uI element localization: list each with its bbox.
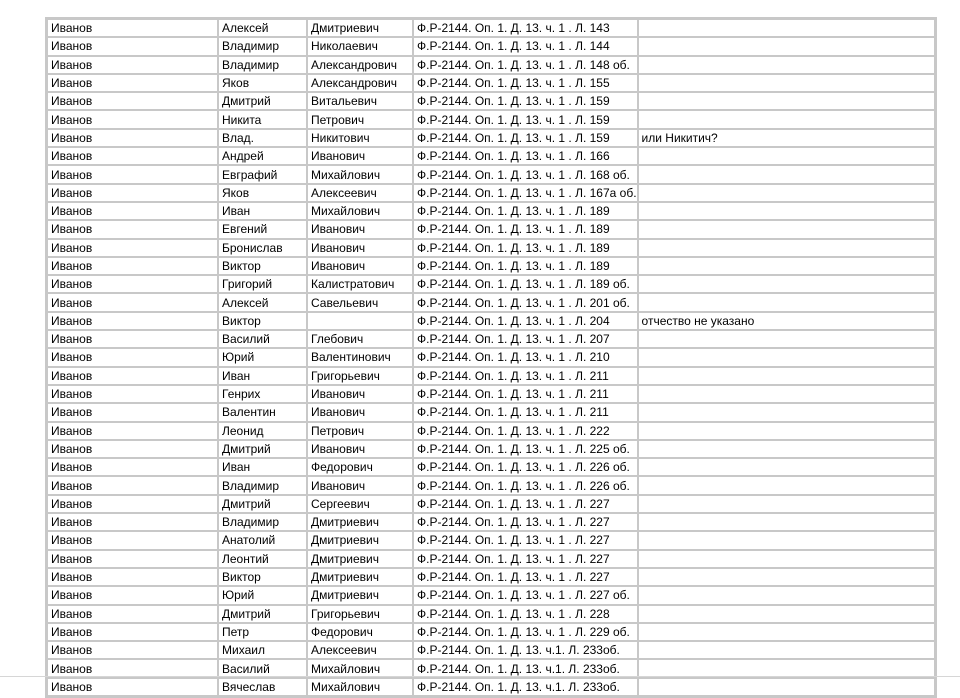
- table-row: [47, 659, 935, 677]
- surname-cell: Иванов: [47, 422, 218, 440]
- archive-reference-cell: Ф.Р-2144. Оп. 1. Д. 13. ч. 1 . Л. 166: [413, 147, 638, 165]
- archive-reference-cell: Ф.Р-2144. Оп. 1. Д. 13. ч. 1 . Л. 222: [413, 422, 638, 440]
- patronymic-cell: Иванович: [307, 239, 413, 257]
- archive-reference-cell: Ф.Р-2144. Оп. 1. Д. 13. ч. 1 . Л. 207: [413, 330, 638, 348]
- table-row: [47, 641, 935, 659]
- note-cell: [638, 37, 935, 55]
- surname-cell: Иванов: [47, 641, 218, 659]
- note-cell: [638, 348, 935, 366]
- patronymic-cell: Сергеевич: [307, 495, 413, 513]
- first-name-cell: Иван: [218, 367, 307, 385]
- patronymic-cell: Дмитриевич: [307, 513, 413, 531]
- archive-reference-cell: Ф.Р-2144. Оп. 1. Д. 13. ч. 1 . Л. 143: [413, 19, 638, 37]
- first-name-cell: Виктор: [218, 257, 307, 275]
- note-cell: [638, 440, 935, 458]
- note-cell: [638, 513, 935, 531]
- surname-cell: Иванов: [47, 220, 218, 238]
- patronymic-cell: Иванович: [307, 385, 413, 403]
- patronymic-cell: Иванович: [307, 440, 413, 458]
- archive-reference-cell: Ф.Р-2144. Оп. 1. Д. 13. ч. 1 . Л. 228: [413, 605, 638, 623]
- first-name-cell: Дмитрий: [218, 92, 307, 110]
- surname-cell: Иванов: [47, 495, 218, 513]
- first-name-cell: Никита: [218, 110, 307, 128]
- note-cell: [638, 239, 935, 257]
- table-row: [47, 257, 935, 275]
- surname-cell: Иванов: [47, 92, 218, 110]
- table-row: [47, 678, 935, 696]
- archive-reference-cell: Ф.Р-2144. Оп. 1. Д. 13. ч. 1 . Л. 189: [413, 239, 638, 257]
- archive-reference-cell: Ф.Р-2144. Оп. 1. Д. 13. ч. 1 . Л. 148 об.: [413, 56, 638, 74]
- note-cell: [638, 293, 935, 311]
- note-cell: [638, 165, 935, 183]
- surname-cell: Иванов: [47, 403, 218, 421]
- surname-cell: Иванов: [47, 513, 218, 531]
- first-name-cell: Яков: [218, 74, 307, 92]
- first-name-cell: Евгений: [218, 220, 307, 238]
- first-name-cell: Анатолий: [218, 531, 307, 549]
- first-name-cell: Вячеслав: [218, 678, 307, 696]
- table-row: [47, 165, 935, 183]
- patronymic-cell: Алексеевич: [307, 641, 413, 659]
- note-cell: отчество не указано: [638, 312, 935, 330]
- surname-cell: Иванов: [47, 550, 218, 568]
- patronymic-cell: Калистратович: [307, 275, 413, 293]
- archive-reference-cell: Ф.Р-2144. Оп. 1. Д. 13. ч. 1 . Л. 189 об.: [413, 275, 638, 293]
- patronymic-cell: Дмитриевич: [307, 550, 413, 568]
- note-cell: [638, 458, 935, 476]
- surname-cell: Иванов: [47, 678, 218, 696]
- patronymic-cell: Федорович: [307, 623, 413, 641]
- surname-cell: Иванов: [47, 458, 218, 476]
- table-row: [47, 147, 935, 165]
- archive-reference-cell: Ф.Р-2144. Оп. 1. Д. 13. ч. 1 . Л. 229 об.: [413, 623, 638, 641]
- table-row: [47, 513, 935, 531]
- patronymic-cell: Савельевич: [307, 293, 413, 311]
- table-row: [47, 568, 935, 586]
- table-row: [47, 312, 935, 330]
- patronymic-cell: Иванович: [307, 147, 413, 165]
- patronymic-cell: Николаевич: [307, 37, 413, 55]
- note-cell: [638, 568, 935, 586]
- surname-cell: Иванов: [47, 586, 218, 604]
- first-name-cell: Валентин: [218, 403, 307, 421]
- patronymic-cell: Дмитриевич: [307, 19, 413, 37]
- note-cell: [638, 147, 935, 165]
- table-row: [47, 202, 935, 220]
- note-cell: [638, 623, 935, 641]
- archive-reference-cell: Ф.Р-2144. Оп. 1. Д. 13. ч. 1 . Л. 159: [413, 110, 638, 128]
- patronymic-cell: Иванович: [307, 476, 413, 494]
- note-cell: [638, 257, 935, 275]
- archive-reference-cell: Ф.Р-2144. Оп. 1. Д. 13. ч. 1 . Л. 189: [413, 202, 638, 220]
- patronymic-cell: Михайлович: [307, 165, 413, 183]
- archive-reference-cell: Ф.Р-2144. Оп. 1. Д. 13. ч.1. Л. 233об.: [413, 678, 638, 696]
- first-name-cell: Евграфий: [218, 165, 307, 183]
- note-cell: [638, 330, 935, 348]
- surname-cell: Иванов: [47, 367, 218, 385]
- table-row: [47, 293, 935, 311]
- archive-reference-cell: Ф.Р-2144. Оп. 1. Д. 13. ч. 1 . Л. 211: [413, 385, 638, 403]
- first-name-cell: Алексей: [218, 293, 307, 311]
- first-name-cell: Алексей: [218, 19, 307, 37]
- note-cell: [638, 56, 935, 74]
- first-name-cell: Владимир: [218, 56, 307, 74]
- surname-cell: Иванов: [47, 56, 218, 74]
- table-row: [47, 19, 935, 37]
- table-row: [47, 275, 935, 293]
- archive-reference-cell: Ф.Р-2144. Оп. 1. Д. 13. ч. 1 . Л. 189: [413, 220, 638, 238]
- document-sheet: [45, 17, 937, 698]
- table-row: [47, 623, 935, 641]
- archive-reference-cell: Ф.Р-2144. Оп. 1. Д. 13. ч. 1 . Л. 225 об.: [413, 440, 638, 458]
- surname-cell: Иванов: [47, 348, 218, 366]
- first-name-cell: Дмитрий: [218, 605, 307, 623]
- patronymic-cell: Витальевич: [307, 92, 413, 110]
- note-cell: [638, 586, 935, 604]
- first-name-cell: Дмитрий: [218, 440, 307, 458]
- first-name-cell: Василий: [218, 659, 307, 677]
- patronymic-cell: Иванович: [307, 220, 413, 238]
- surname-cell: Иванов: [47, 293, 218, 311]
- table-row: [47, 367, 935, 385]
- note-cell: [638, 495, 935, 513]
- note-cell: [638, 641, 935, 659]
- archive-reference-cell: Ф.Р-2144. Оп. 1. Д. 13. ч. 1 . Л. 227: [413, 550, 638, 568]
- note-cell: [638, 220, 935, 238]
- patronymic-cell: Михайлович: [307, 678, 413, 696]
- surname-cell: Иванов: [47, 659, 218, 677]
- archive-reference-cell: Ф.Р-2144. Оп. 1. Д. 13. ч. 1 . Л. 210: [413, 348, 638, 366]
- note-cell: [638, 92, 935, 110]
- table-row: [47, 92, 935, 110]
- first-name-cell: Владимир: [218, 37, 307, 55]
- patronymic-cell: Глебович: [307, 330, 413, 348]
- surname-cell: Иванов: [47, 184, 218, 202]
- archive-reference-cell: Ф.Р-2144. Оп. 1. Д. 13. ч. 1 . Л. 159: [413, 129, 638, 147]
- archive-reference-cell: Ф.Р-2144. Оп. 1. Д. 13. ч. 1 . Л. 168 об.: [413, 165, 638, 183]
- table-row: [47, 74, 935, 92]
- table-row: [47, 495, 935, 513]
- archive-reference-cell: Ф.Р-2144. Оп. 1. Д. 13. ч. 1 . Л. 201 об.: [413, 293, 638, 311]
- note-cell: [638, 367, 935, 385]
- patronymic-cell: Алексеевич: [307, 184, 413, 202]
- archive-reference-cell: Ф.Р-2144. Оп. 1. Д. 13. ч. 1 . Л. 226 об.: [413, 458, 638, 476]
- first-name-cell: Василий: [218, 330, 307, 348]
- table-row: [47, 403, 935, 421]
- note-cell: [638, 531, 935, 549]
- archive-registry-table: [45, 17, 937, 698]
- table-row: [47, 422, 935, 440]
- table-row: [47, 531, 935, 549]
- surname-cell: Иванов: [47, 147, 218, 165]
- note-cell: [638, 74, 935, 92]
- surname-cell: Иванов: [47, 202, 218, 220]
- archive-reference-cell: Ф.Р-2144. Оп. 1. Д. 13. ч. 1 . Л. 211: [413, 403, 638, 421]
- archive-reference-cell: Ф.Р-2144. Оп. 1. Д. 13. ч. 1 . Л. 167а об.: [413, 184, 638, 202]
- note-cell: [638, 19, 935, 37]
- patronymic-cell: Иванович: [307, 403, 413, 421]
- surname-cell: Иванов: [47, 605, 218, 623]
- patronymic-cell: [307, 312, 413, 330]
- surname-cell: Иванов: [47, 74, 218, 92]
- note-cell: [638, 184, 935, 202]
- surname-cell: Иванов: [47, 476, 218, 494]
- note-cell: [638, 385, 935, 403]
- surname-cell: Иванов: [47, 19, 218, 37]
- patronymic-cell: Петрович: [307, 110, 413, 128]
- archive-reference-cell: Ф.Р-2144. Оп. 1. Д. 13. ч. 1 . Л. 227: [413, 513, 638, 531]
- first-name-cell: Яков: [218, 184, 307, 202]
- archive-reference-cell: Ф.Р-2144. Оп. 1. Д. 13. ч. 1 . Л. 204: [413, 312, 638, 330]
- first-name-cell: Юрий: [218, 348, 307, 366]
- first-name-cell: Влад.: [218, 129, 307, 147]
- patronymic-cell: Иванович: [307, 257, 413, 275]
- surname-cell: Иванов: [47, 110, 218, 128]
- table-row: [47, 56, 935, 74]
- first-name-cell: Иван: [218, 202, 307, 220]
- registry-body: [47, 19, 935, 696]
- archive-reference-cell: Ф.Р-2144. Оп. 1. Д. 13. ч. 1 . Л. 144: [413, 37, 638, 55]
- archive-reference-cell: Ф.Р-2144. Оп. 1. Д. 13. ч. 1 . Л. 159: [413, 92, 638, 110]
- archive-reference-cell: Ф.Р-2144. Оп. 1. Д. 13. ч. 1 . Л. 155: [413, 74, 638, 92]
- patronymic-cell: Дмитриевич: [307, 568, 413, 586]
- first-name-cell: Виктор: [218, 312, 307, 330]
- surname-cell: Иванов: [47, 165, 218, 183]
- surname-cell: Иванов: [47, 385, 218, 403]
- surname-cell: Иванов: [47, 440, 218, 458]
- surname-cell: Иванов: [47, 239, 218, 257]
- patronymic-cell: Петрович: [307, 422, 413, 440]
- first-name-cell: Михаил: [218, 641, 307, 659]
- table-row: [47, 385, 935, 403]
- surname-cell: Иванов: [47, 623, 218, 641]
- archive-reference-cell: Ф.Р-2144. Оп. 1. Д. 13. ч. 1 . Л. 227: [413, 495, 638, 513]
- first-name-cell: Дмитрий: [218, 495, 307, 513]
- note-cell: или Никитич?: [638, 129, 935, 147]
- archive-reference-cell: Ф.Р-2144. Оп. 1. Д. 13. ч. 1 . Л. 226 об.: [413, 476, 638, 494]
- table-row: [47, 184, 935, 202]
- table-row: [47, 220, 935, 238]
- first-name-cell: Андрей: [218, 147, 307, 165]
- surname-cell: Иванов: [47, 312, 218, 330]
- surname-cell: Иванов: [47, 257, 218, 275]
- first-name-cell: Петр: [218, 623, 307, 641]
- table-row: [47, 458, 935, 476]
- first-name-cell: Юрий: [218, 586, 307, 604]
- table-row: [47, 330, 935, 348]
- patronymic-cell: Михайлович: [307, 659, 413, 677]
- archive-reference-cell: Ф.Р-2144. Оп. 1. Д. 13. ч. 1 . Л. 211: [413, 367, 638, 385]
- table-row: [47, 110, 935, 128]
- surname-cell: Иванов: [47, 275, 218, 293]
- archive-reference-cell: Ф.Р-2144. Оп. 1. Д. 13. ч. 1 . Л. 227: [413, 531, 638, 549]
- archive-reference-cell: Ф.Р-2144. Оп. 1. Д. 13. ч.1. Л. 233об.: [413, 659, 638, 677]
- note-cell: [638, 110, 935, 128]
- patronymic-cell: Дмитриевич: [307, 531, 413, 549]
- first-name-cell: Владимир: [218, 513, 307, 531]
- archive-reference-cell: Ф.Р-2144. Оп. 1. Д. 13. ч.1. Л. 233об.: [413, 641, 638, 659]
- table-row: [47, 37, 935, 55]
- table-row: [47, 586, 935, 604]
- patronymic-cell: Дмитриевич: [307, 586, 413, 604]
- table-row: [47, 129, 935, 147]
- table-row: [47, 605, 935, 623]
- note-cell: [638, 659, 935, 677]
- surname-cell: Иванов: [47, 568, 218, 586]
- note-cell: [638, 202, 935, 220]
- patronymic-cell: Григорьевич: [307, 367, 413, 385]
- table-row: [47, 550, 935, 568]
- note-cell: [638, 422, 935, 440]
- note-cell: [638, 476, 935, 494]
- patronymic-cell: Александрович: [307, 56, 413, 74]
- patronymic-cell: Валентинович: [307, 348, 413, 366]
- first-name-cell: Леонтий: [218, 550, 307, 568]
- first-name-cell: Григорий: [218, 275, 307, 293]
- table-row: [47, 239, 935, 257]
- first-name-cell: Генрих: [218, 385, 307, 403]
- first-name-cell: Иван: [218, 458, 307, 476]
- surname-cell: Иванов: [47, 330, 218, 348]
- first-name-cell: Леонид: [218, 422, 307, 440]
- surname-cell: Иванов: [47, 531, 218, 549]
- surname-cell: Иванов: [47, 129, 218, 147]
- archive-reference-cell: Ф.Р-2144. Оп. 1. Д. 13. ч. 1 . Л. 227 об.: [413, 586, 638, 604]
- patronymic-cell: Григорьевич: [307, 605, 413, 623]
- patronymic-cell: Никитович: [307, 129, 413, 147]
- first-name-cell: Владимир: [218, 476, 307, 494]
- archive-reference-cell: Ф.Р-2144. Оп. 1. Д. 13. ч. 1 . Л. 189: [413, 257, 638, 275]
- surname-cell: Иванов: [47, 37, 218, 55]
- archive-reference-cell: Ф.Р-2144. Оп. 1. Д. 13. ч. 1 . Л. 227: [413, 568, 638, 586]
- table-row: [47, 440, 935, 458]
- patronymic-cell: Михайлович: [307, 202, 413, 220]
- patronymic-cell: Федорович: [307, 458, 413, 476]
- first-name-cell: Бронислав: [218, 239, 307, 257]
- page-bottom-divider: [0, 676, 960, 677]
- note-cell: [638, 403, 935, 421]
- table-row: [47, 476, 935, 494]
- note-cell: [638, 678, 935, 696]
- note-cell: [638, 275, 935, 293]
- note-cell: [638, 605, 935, 623]
- table-row: [47, 348, 935, 366]
- note-cell: [638, 550, 935, 568]
- first-name-cell: Виктор: [218, 568, 307, 586]
- patronymic-cell: Александрович: [307, 74, 413, 92]
